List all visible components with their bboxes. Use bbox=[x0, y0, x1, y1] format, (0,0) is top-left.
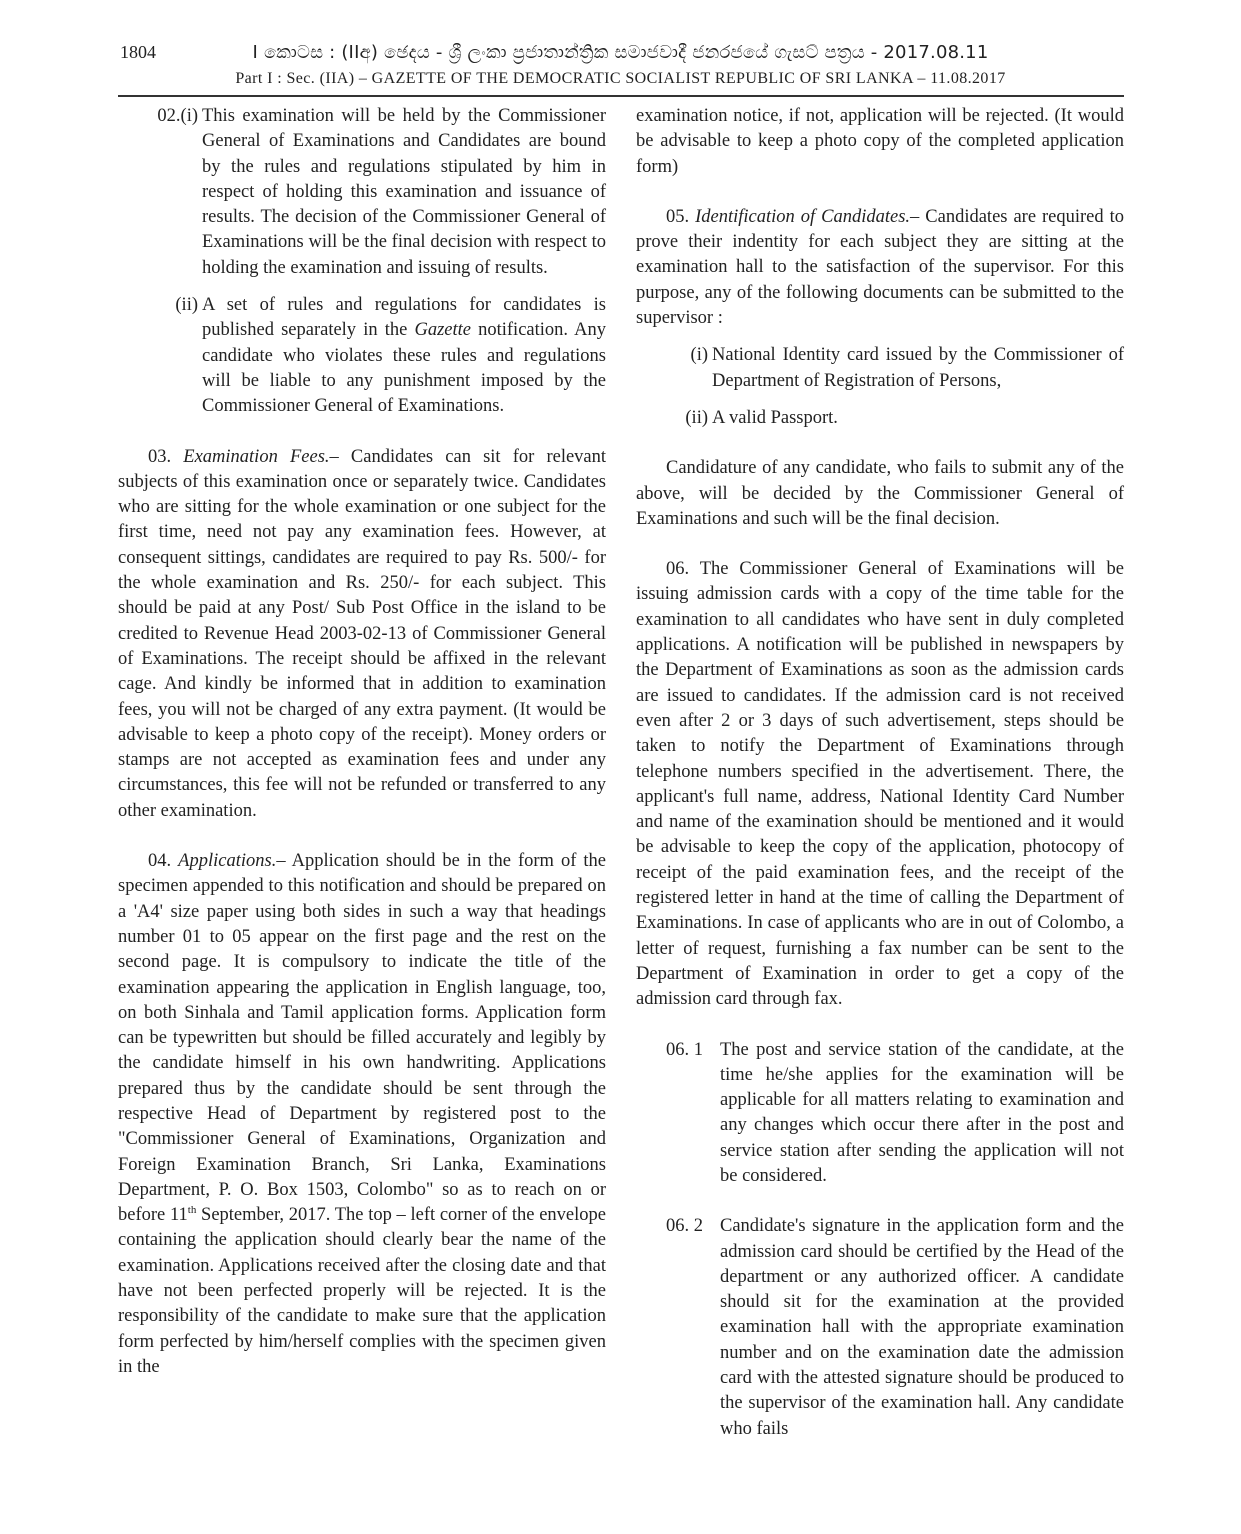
section-03-heading: Examination Fees. bbox=[183, 446, 330, 467]
section-05-heading: Identification of Candidates. bbox=[695, 206, 911, 227]
section-04-number: 04. bbox=[148, 851, 179, 872]
section-05-ii-number: (ii) bbox=[685, 407, 708, 428]
section-02-i-number: 02.(i) bbox=[157, 106, 198, 126]
section-05-text: – Candidates are required to prove their indentity for each subject they are sitting at the examination hall to the satisfaction of the supervisor. For this purpose, any of the following documents can be submitted to the supervisor : bbox=[636, 206, 1125, 329]
section-06-1 bbox=[636, 1038, 1124, 1190]
section-05-i-text: National Identity card issued by the Commissioner of Department of Registration of Persons, bbox=[712, 345, 1124, 391]
gazette-italic: Gazette bbox=[414, 320, 471, 341]
section-06-2 bbox=[636, 1214, 1124, 1442]
section-04-heading: Applications. bbox=[178, 851, 277, 872]
section-02-i bbox=[118, 104, 606, 281]
section-03-number: 03. bbox=[148, 446, 184, 467]
section-06-1-number: 06. 1 bbox=[666, 1039, 703, 1060]
date-superscript: th bbox=[187, 1204, 197, 1217]
section-06-2-number: 06. 2 bbox=[666, 1216, 703, 1237]
section-06: 06. The Commissioner General of Examinations will be issuing admission cards with a copy of the time table for the examination to all candidates who have sent in duly completed applications. A notification will be published in newspapers by the Department of Examinations as soon as the admission cards are issued to candidates. If the admission card is not received even after 2 or 3 days of such advertisement, steps should be taken to notify the Department of Examinations through telephone numbers specified in the advertisement. There, the applicant's full name, address, National Identity Card Number and name of the examination should be mentioned and it would be advisable to keep the copy of the application, photocopy of receipt of the paid examination fees, and the receipt of the registered letter in hand at the time of calling the Department of Examinations. In case of applicants who are in out of Colombo, a letter of request, furnishing a fax number can be sent to the Department of Examination in order to get a copy of the admission card through fax. bbox=[636, 559, 1124, 1010]
section-02-i-text: This examination will be held by the Commissioner General of Examinations and Candidates are bound by the rules and regulations stipulated by him in respect of holding this examination and issuance of results. The decision of the Commissioner General of Examinations will be the final decision with respect to holding the examination and issuing of results. bbox=[202, 106, 606, 278]
page-number: 1804 bbox=[120, 42, 156, 62]
section-03-text: – Candidates can sit for relevant subjects of this examination once or separately twice. Candidates who are sitting for the whole examination or one subject for the first time, need not pay any examination fees. However, at consequent sittings, candidates are required to pay Rs. 500/- for the whole examination and Rs. 250/- for each subject. This should be paid at any Post/ Sub Post Office in the island to be credited to Revenue Head 2003-02-13 of Commissioner General of Examinations. The receipt should be affixed in the relevant cage. And kindly be informed that in addition to examination fees, you will not be charged of any extra payment. (It would be advisable to keep a photo copy of the receipt). Money orders or stamps are not accepted as examination fees and under any circumstances, this fee will not be refunded or transferred to any other examination. bbox=[118, 446, 607, 821]
section-05-i-number: (i) bbox=[690, 345, 708, 366]
section-05-number: 05. bbox=[666, 206, 696, 227]
header-sinhala-title: I කොටස : (IIඅ) ඡෙදය - ශ්‍රී ලංකා ප්‍රජාතාන්ත්‍රික සමාජවාදී ජනරජයේ ගැසට් පත්‍රය - 2017.08.11 bbox=[252, 42, 989, 63]
section-04-continued: examination notice, if not, application will be rejected. (It would be advisable to keep a photo copy of the completed application form) bbox=[636, 106, 1124, 177]
header-english-title: Part I : Sec. (IIA) – GAZETTE OF THE DEMOCRATIC SOCIALIST REPUBLIC OF SRI LANKA – 11.08.2017 bbox=[235, 70, 1006, 87]
header-divider bbox=[118, 95, 1124, 97]
right-column bbox=[636, 104, 1124, 1454]
section-06-2-text: Candidate's signature in the application form and the admission card should be certified by the Head of the department or any authorized officer. A candidate should sit for the examination at the provided examination hall with the appropriate examination number and on the examination date the admission card with the attested signature should be produced to the supervisor of the examination hall. Any candidate who fails bbox=[720, 1216, 1124, 1439]
section-04-text-a: – Application should be in the form of the specimen appended to this notification and should be prepared on a 'A4' size paper using both sides in such a way that headings number 01 to 05 appear on the first page and the rest on the second page. It is compulsory to indicate the title of the examination appearing the application in English language, too, on both Sinhala and Tamil application forms. Application form can be typewritten but should be filled accurately and legibly by the candidate himself in his own handwriting. Applications prepared thus by the candidate should be sent through the respective Head of Department by registered post to the "Commissioner General of Examinations, Organization and Foreign Examination Branch, Sri Lanka, Examinations Department, P. O. Box 1503, Colombo" so as to reach on or before 11 bbox=[118, 851, 606, 1226]
section-05-ii-text: A valid Passport. bbox=[712, 407, 838, 428]
section-04 bbox=[118, 849, 606, 1380]
section-05-after: Candidature of any candidate, who fails to submit any of the above, will be decided by the Commissioner General of Examinations and such will be the final decision. bbox=[636, 458, 1124, 529]
left-column bbox=[118, 104, 606, 1380]
section-02-ii-number: (ii) bbox=[175, 295, 198, 316]
section-02-ii-text bbox=[202, 293, 606, 419]
section-02-ii bbox=[118, 293, 606, 419]
section-04-text-b: September, 2017. The top – left corner of the envelope containing the application should clearly bear the name of the examination. Applications received after the closing date and that have not been perfected properly will be rejected. It is the responsibility of the candidate to make sure that the application form perfected by him/herself complies with the specimen given in the bbox=[118, 1205, 606, 1377]
section-06-1-text: The post and service station of the candidate, at the time he/she applies for the examination will be applicable for all matters relating to examination and any changes which occur there after in the post and service station after sending the application will not be considered. bbox=[720, 1039, 1124, 1186]
section-03 bbox=[118, 445, 606, 824]
section-05 bbox=[636, 205, 1124, 331]
section-05-i bbox=[636, 343, 1124, 394]
section-02-ii-text-a: A set of rules and regulations for candidates is published separately in the bbox=[202, 295, 606, 341]
section-02-ii-text-c: notification. Any candidate who violates these rules and regulations will be liable to any punishment imposed by the Commissioner General of Examinations. bbox=[202, 320, 607, 417]
section-05-ii bbox=[636, 406, 1124, 431]
